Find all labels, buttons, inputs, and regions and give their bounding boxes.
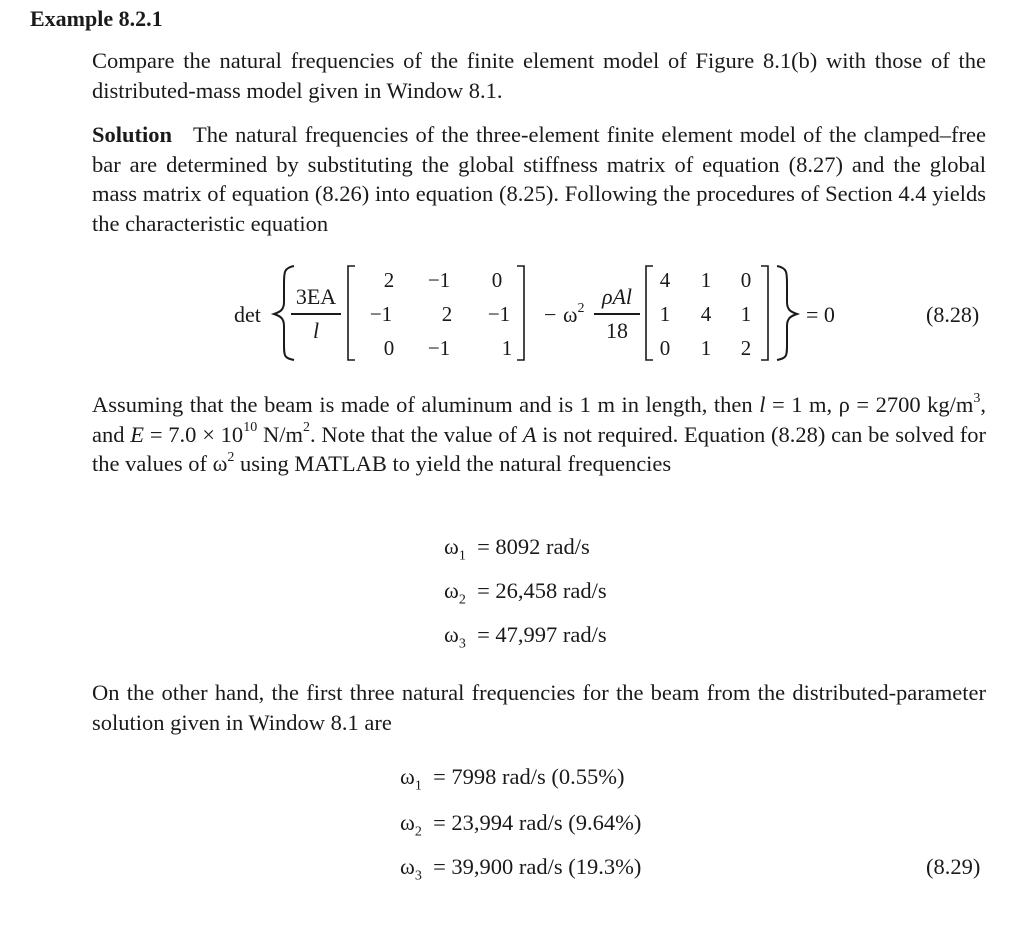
omega-letter: ω (400, 764, 415, 789)
subscript: 3 (414, 868, 422, 884)
subscript: 1 (414, 778, 422, 794)
matrix-cell: 1 (700, 336, 712, 360)
matrix-cell: −1 (427, 336, 451, 360)
equals-zero: = 0 (806, 302, 835, 327)
matrix-cell: 2 (383, 268, 395, 292)
assumption-text: . Note that the value of (309, 421, 523, 447)
equation-number-829: (8.29) (926, 854, 981, 879)
subscript: 1 (458, 548, 466, 564)
right-brace-icon (771, 262, 801, 362)
example-heading: Example 8.2.1 (30, 6, 163, 31)
exponent: 2 (302, 420, 310, 435)
stiffness-fraction-bar (291, 313, 341, 315)
fem-frequency-row (444, 578, 607, 608)
frequency-value: = 8092 rad/s (477, 534, 590, 559)
subscript: 2 (458, 592, 466, 608)
omega-exponent: 2 (577, 300, 585, 316)
mass-coef-numerator (594, 284, 640, 310)
assumption-text: = 1 m, ρ = 2700 kg/m (765, 392, 974, 417)
matrix-cell: 0 (659, 336, 671, 360)
matrix-cell: 4 (700, 302, 712, 326)
exact-frequency-row (400, 810, 642, 840)
omega-letter: ω (444, 578, 459, 603)
matrix-cell: 1 (740, 302, 752, 326)
exact-frequency-row (400, 854, 642, 884)
var-E: E (130, 421, 145, 447)
matrix-cell: 0 (740, 268, 752, 292)
exponent: 2 (227, 449, 235, 465)
matrix-cell: 2 (441, 302, 453, 326)
mass-fraction-bar (594, 313, 640, 315)
frequency-value: = 39,900 rad/s (19.3%) (433, 854, 642, 879)
solution-label: Solution (92, 122, 173, 147)
assumption-text: = 7.0 × 10 (144, 421, 244, 447)
stiffness-coef-denominator: l (312, 318, 320, 343)
equation-number-828: (8.28) (926, 302, 980, 327)
var-A: A (522, 421, 537, 447)
other-hand-paragraph: On the other hand, the first three natural frequencies for the beam from the distributed-parameter solution given in Window 8.1 are (92, 680, 986, 735)
matrix-cell: −1 (369, 302, 393, 326)
matrix-cell: 1 (700, 268, 712, 292)
frequency-value: = 26,458 rad/s (477, 578, 607, 603)
omega-letter: ω (444, 622, 459, 647)
frequency-value: = 47,997 rad/s (477, 622, 607, 647)
omega-letter: ω (444, 534, 459, 559)
mass-coef-text: ρAl (601, 284, 633, 309)
exponent: 3 (973, 390, 981, 406)
matrix-cell: 1 (659, 302, 671, 326)
matrix-cell: 4 (659, 268, 671, 292)
assumption-text: Assuming that the beam is made of aluminum and is 1 m in length, then (92, 392, 760, 417)
var-l: l (759, 392, 766, 417)
assumption-text: , and (92, 392, 986, 447)
left-brace-icon (270, 262, 300, 362)
frequency-value: = 7998 rad/s (0.55%) (433, 764, 625, 789)
exponent: 10 (243, 420, 258, 435)
matrix-cell: 0 (383, 336, 395, 360)
matrix-cell: −1 (487, 302, 511, 326)
exact-frequency-row (400, 764, 625, 794)
omega-symbol (563, 302, 584, 328)
matrix-cell: 2 (740, 336, 752, 360)
det-label: det (234, 302, 261, 327)
fem-frequency-row (444, 534, 590, 564)
fem-frequency-row (444, 622, 607, 652)
assumption-paragraph (92, 390, 986, 479)
frequency-value: = 23,994 rad/s (9.64%) (433, 810, 642, 835)
matrix-cell: 1 (501, 336, 513, 360)
assumption-text: is not required. Equation (8.28) can be solved for the values of ω (92, 421, 986, 476)
subscript: 3 (458, 636, 466, 652)
mass-coef-denominator: 18 (606, 318, 628, 343)
omega-letter: ω (563, 302, 578, 327)
omega-letter: ω (400, 854, 415, 879)
subscript: 2 (414, 824, 422, 840)
assumption-text: using MATLAB to yield the natural frequencies (234, 451, 672, 476)
intro-paragraph: Compare the natural frequencies of the finite element model of Figure 8.1(b) with those of the distributed-mass model given in Window 8.1. (92, 48, 986, 103)
omega-letter: ω (400, 810, 415, 835)
solution-paragraph (92, 120, 986, 238)
stiffness-coef-numerator: 3EA (295, 284, 337, 309)
solution-text: The natural frequencies of the three-element finite element model of the clamped–free bar are determined by substituting the global stiffness matrix of equation (8.27) and the global mass matrix of equation (8.26) into equation (8.25). Following the procedures of Section 4.4 yields the characteristic equation (92, 122, 986, 236)
assumption-text: N/m (257, 421, 303, 447)
matrix-cell: −1 (427, 268, 451, 292)
matrix-cell: 0 (491, 268, 503, 292)
minus-sign: − (544, 302, 557, 327)
